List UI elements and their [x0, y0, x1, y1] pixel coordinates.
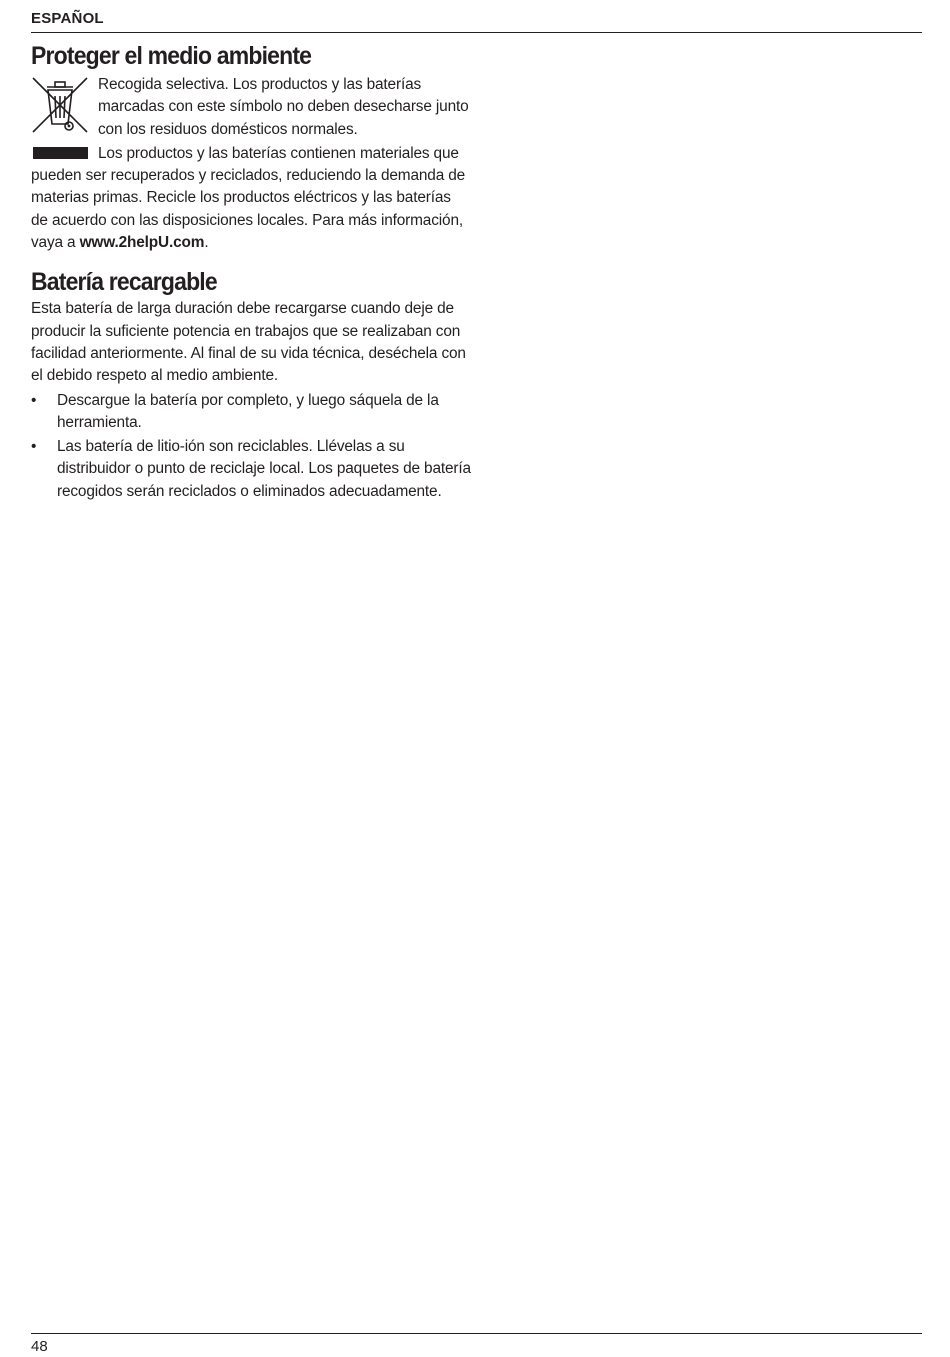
section-title-environment: Proteger el medio ambiente: [31, 42, 312, 70]
website-link[interactable]: www.2helpU.com: [79, 234, 205, 252]
language-label: ESPAÑOL: [31, 10, 104, 27]
section-battery: [31, 266, 471, 503]
list-item: [31, 390, 471, 435]
page-number: 48: [31, 1338, 48, 1355]
weee-notice: [31, 74, 471, 141]
bullet-icon: •: [31, 391, 37, 409]
recycling-text: Los productos y las baterías contienen materiales que pueden ser recuperados y reciclados, reduciendo la demanda de materias primas. Recicle los productos eléctricos y las baterías de acuerdo con las disposiciones locales. Para más información, vaya a: [31, 144, 466, 252]
section-title-battery: Batería recargable: [31, 268, 217, 297]
recycling-text-end: .: [204, 234, 209, 252]
page-header: [31, 10, 922, 33]
section-environment: [31, 40, 471, 254]
battery-intro: Esta batería de larga duración debe recargarse cuando deje de producir la suficiente potencia en trabajos que se realizaban con facilidad anteriormente. Al final de su vida técnica, deséchela con el debido respeto al medio ambiente.: [31, 300, 466, 385]
list-item-text: Descargue la batería por completo, y luego sáquela de la herramienta.: [57, 391, 439, 431]
bullet-icon: •: [31, 438, 37, 456]
page-footer: [31, 1333, 922, 1355]
page-content: [31, 40, 471, 503]
list-item: [31, 436, 471, 503]
crossed-out-wheeled-bin-icon: [31, 76, 89, 134]
separate-collection-bar-icon: [33, 147, 88, 159]
weee-text: Recogida selectiva. Los productos y las baterías marcadas con este símbolo no deben desecharse junto con los residuos domésticos normales.: [98, 76, 469, 138]
recycling-paragraph: [31, 143, 471, 254]
battery-bullet-list: [31, 390, 471, 503]
list-item-text: Las batería de litio-ión son reciclables. Llévelas a su distribuidor o punto de reciclaje local. Los paquetes de batería recogidos serán reciclados o eliminados adecuadamente.: [57, 438, 471, 500]
